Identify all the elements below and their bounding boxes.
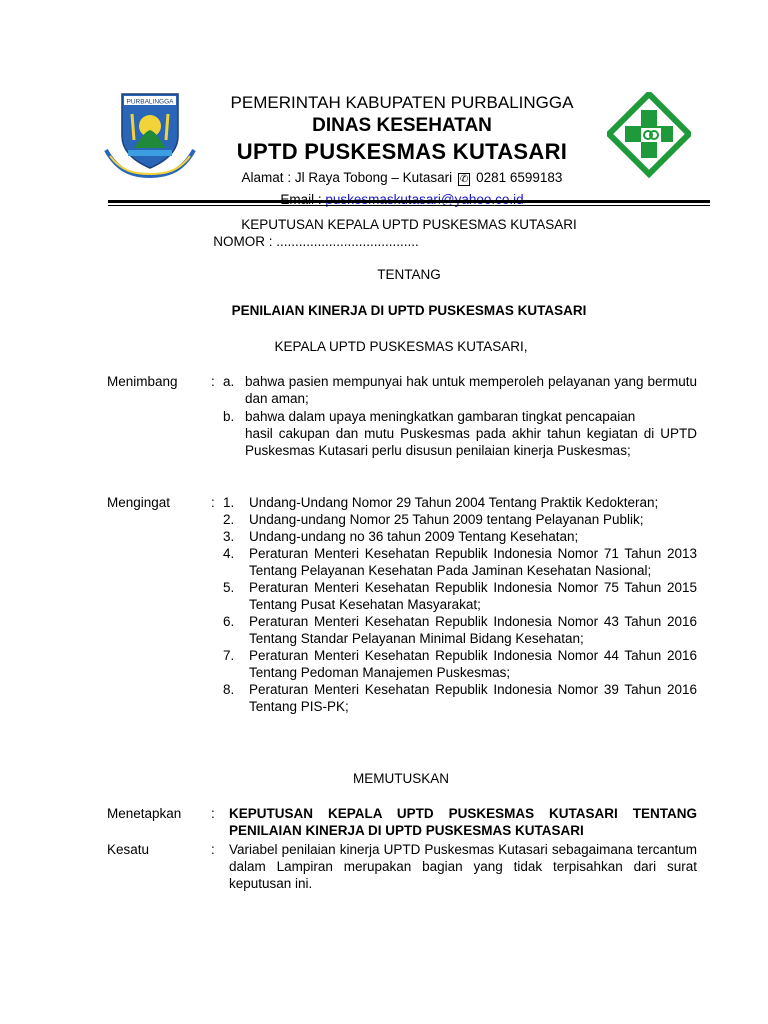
item-number: 4. xyxy=(223,546,235,561)
item-text: Peraturan Menteri Kesehatan Republik Indonesia Nomor 75 Tahun 2015 Tentang Pusat Kesehatan Masyarakat; xyxy=(249,580,697,612)
letterhead-rule-thin xyxy=(108,205,710,206)
decree-subject: PENILAIAN KINERJA DI UPTD PUSKESMAS KUTASARI xyxy=(231,303,587,318)
item-text-rest: hasil cakupan dan mutu Puskesmas pada akhir tahun kegiatan di UPTD Puskesmas Kutasari perlu disusun penilaian kinerja Puskesmas; xyxy=(245,426,697,458)
item-number: 2. xyxy=(223,512,235,527)
decree-title: KEPUTUSAN KEPALA UPTD PUSKESMAS KUTASARI xyxy=(241,217,577,232)
phone-number: 0281 6599183 xyxy=(476,170,563,185)
item-text: Peraturan Menteri Kesehatan Republik Indonesia Nomor 44 Tahun 2016 Tentang Pedoman Manajemen Puskesmas; xyxy=(249,648,697,680)
menimbang-label: Menimbang xyxy=(107,374,178,389)
item-number: 1. xyxy=(223,495,235,510)
item-text: Peraturan Menteri Kesehatan Republik Indonesia Nomor 71 Tahun 2013 Tentang Pelayanan Kesehatan Pada Jaminan Kesehatan Nasional; xyxy=(249,546,697,578)
list-item xyxy=(223,579,697,613)
item-text-first: bahwa dalam upaya meningkatkan gambaran tingkat pencapaian xyxy=(245,409,636,424)
mengingat-list xyxy=(223,494,697,715)
address-text: Alamat : Jl Raya Tobong – Kutasari xyxy=(241,170,453,185)
list-item xyxy=(223,681,697,715)
item-number: 5. xyxy=(223,580,235,595)
emblem-label: PURBALINGGA xyxy=(126,98,174,106)
memutuskan-heading: MEMUTUSKAN xyxy=(352,771,449,786)
mengingat-label: Mengingat xyxy=(107,495,171,510)
purbalingga-emblem xyxy=(104,90,196,180)
item-number: 7. xyxy=(223,648,235,663)
item-text: Peraturan Menteri Kesehatan Republik Indonesia Nomor 43 Tahun 2016 Tentang Standar Pelayanan Minimal Bidang Kesehatan; xyxy=(249,614,697,646)
list-item xyxy=(223,613,697,647)
list-item xyxy=(223,545,697,579)
letterhead-rule xyxy=(108,200,710,203)
institution-name: UPTD PUSKESMAS KUTASARI xyxy=(236,139,568,164)
item-number: 8. xyxy=(223,682,235,697)
item-text: Undang-Undang Nomor 29 Tahun 2004 Tentang Praktik Kedokteran; xyxy=(249,495,659,510)
decree-number: NOMOR : ...................................... xyxy=(213,234,419,249)
list-item xyxy=(223,528,697,545)
item-text: Peraturan Menteri Kesehatan Republik Indonesia Nomor 39 Tahun 2016 Tentang PIS-PK; xyxy=(249,682,697,714)
item-number: a. xyxy=(223,374,235,389)
menetapkan-text: KEPUTUSAN KEPALA UPTD PUSKESMAS KUTASARI TENTANG PENILAIAN KINERJA DI UPTD PUSKESMAS KUTASARI xyxy=(229,806,697,838)
government-name: PEMERINTAH KABUPATEN PURBALINGGA xyxy=(230,93,574,112)
menimbang-list xyxy=(223,373,697,459)
item-number: 3. xyxy=(223,529,235,544)
list-item xyxy=(223,494,697,511)
mengingat-colon: : xyxy=(211,495,215,510)
tentang-heading: TENTANG xyxy=(377,267,441,282)
menetapkan-label: Menetapkan xyxy=(107,806,182,821)
item-text: Undang-undang no 36 tahun 2009 Tentang Kesehatan; xyxy=(249,529,579,544)
menetapkan-colon: : xyxy=(211,806,215,821)
department-name: DINAS KESEHATAN xyxy=(312,115,492,136)
puskesmas-logo xyxy=(607,92,691,180)
kesatu-colon: : xyxy=(211,842,215,857)
list-item xyxy=(223,408,697,459)
phone-icon: ✆ xyxy=(459,174,469,185)
kesatu-text: Variabel penilaian kinerja UPTD Puskesmas Kutasari sebagaimana tercantum dalam Lampiran merupakan bagian yang tidak terpisahkan dari surat keputusan ini. xyxy=(229,842,697,891)
item-text: bahwa pasien mempunyai hak untuk memperoleh pelayanan yang bermutu dan aman; xyxy=(245,374,697,406)
item-number: b. xyxy=(223,409,235,424)
letterhead xyxy=(206,92,598,210)
list-item xyxy=(223,373,697,407)
item-text: Undang-undang Nomor 25 Tahun 2009 tentang Pelayanan Publik; xyxy=(249,512,644,527)
menimbang-colon: : xyxy=(211,374,215,389)
item-number: 6. xyxy=(223,614,235,629)
signatory-heading: KEPALA UPTD PUSKESMAS KUTASARI, xyxy=(274,339,528,354)
address-line xyxy=(206,168,598,190)
list-item xyxy=(223,647,697,681)
list-item xyxy=(223,511,697,528)
kesatu-label: Kesatu xyxy=(107,842,150,857)
